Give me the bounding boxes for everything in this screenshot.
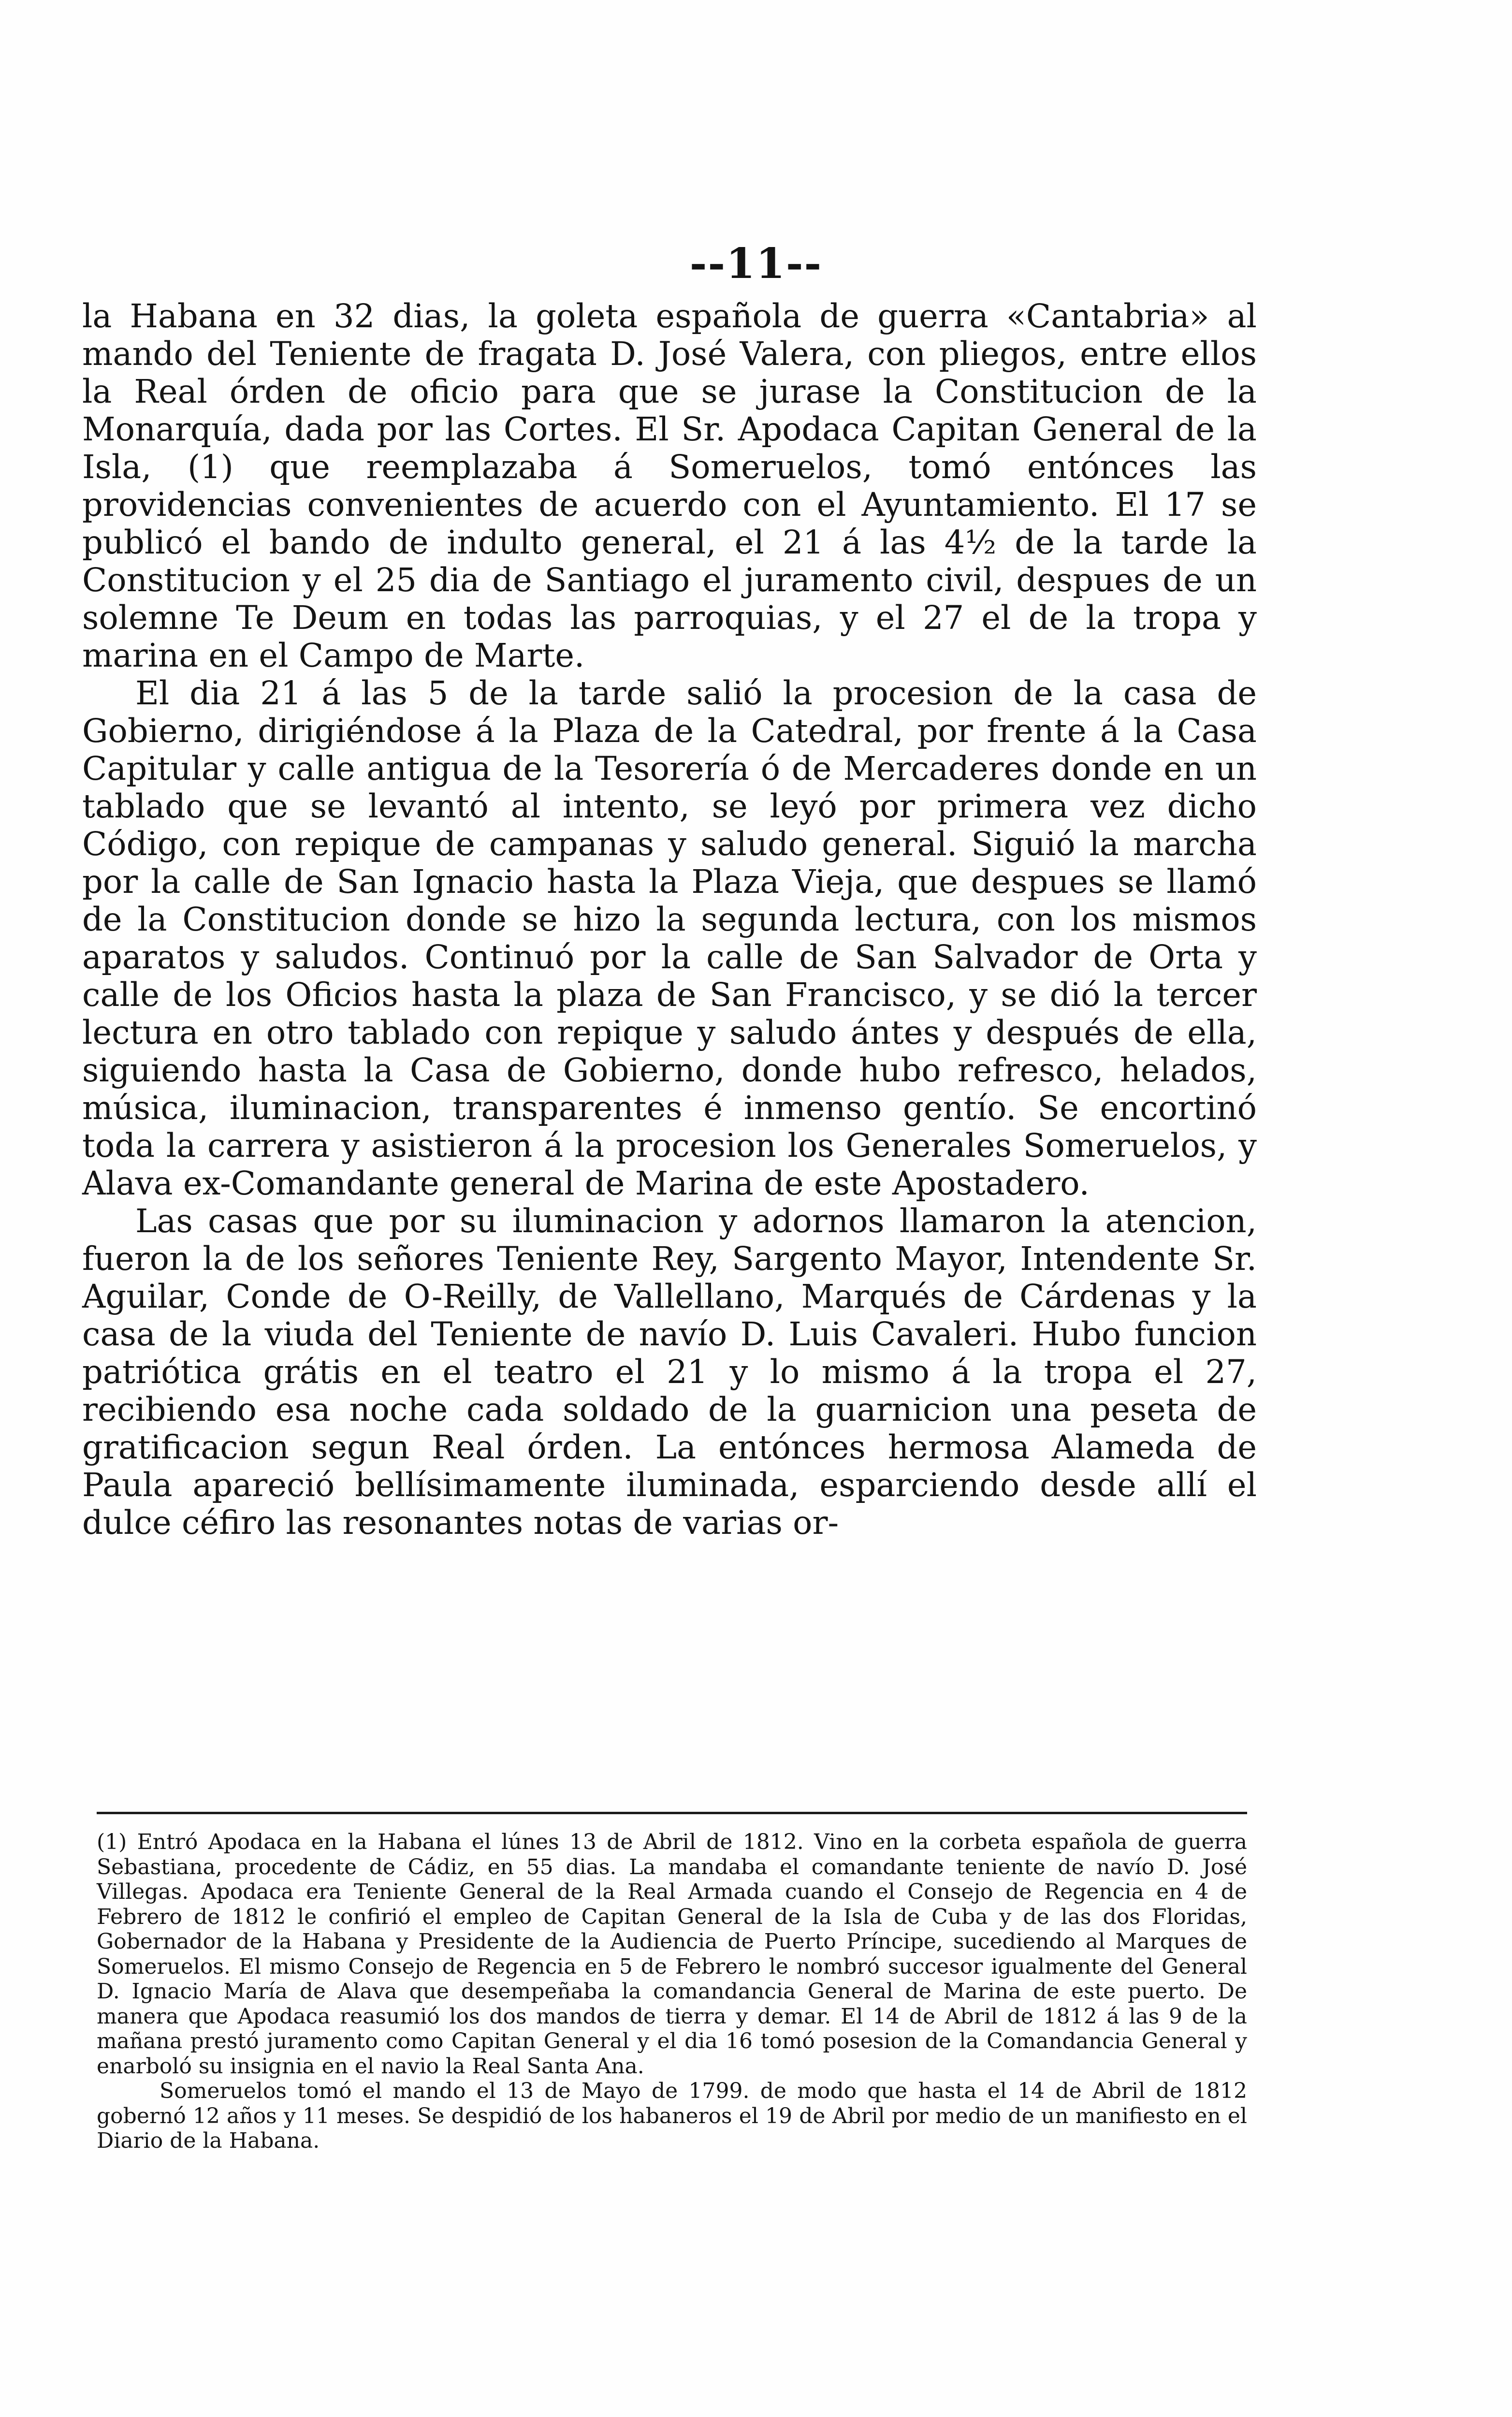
footnote-1: (1) Entró Apodaca en la Habana el lúnes 13 de Abril de 1812. Vino en la corbeta española de guerra Sebastiana, procedente de Cádiz, en 55 dias. La mandaba el comandante teniente de navío D. José Villegas. Apodaca era Teniente General de la Real Armada cuando el Consejo de Regencia en 4 de Febrero de 1812 le confirió el empleo de Capitan General de la Isla de Cuba y de las dos Floridas, Gobernador de la Habana y Presidente de la Audiencia de Puerto Príncipe, sucediendo al Marques de Someruelos. El mismo Consejo de Regencia en 5 de Febrero le nombró succesor igualmente del General D. Ignacio María de Alava que desempeñaba la comandancia General de Marina de este puerto. De manera que Apodaca reasumió los dos mandos de tierra y demar. El 14 de Abril de 1812 á las 9 de la mañana prestó juramento como Capitan General y el dia 16 tomó posesion de la Comandancia General y enarboló su insignia en el navio la Real Santa Ana. [97, 1830, 1247, 2079]
body-text [82, 297, 1257, 1542]
footnote-divider [97, 1812, 1247, 1814]
footnotes [97, 1830, 1247, 2154]
footnote-1-continued: Someruelos tomó el mando el 13 de Mayo de 1799. de modo que hasta el 14 de Abril de 1812 gobernó 12 años y 11 meses. Se despidió de los habaneros el 19 de Abril por medio de un manifiesto en el Diario de la Habana. [97, 2079, 1247, 2153]
body-paragraph-3: Las casas que por su iluminacion y adornos llamaron la atencion, fueron la de los señores Teniente Rey, Sargento Mayor, Intendente Sr. Aguilar, Conde de O-Reilly, de Vallellano, Marqués de Cárdenas y la casa de la viuda del Teniente de navío D. Luis Cavaleri. Hubo funcion patriótica grátis en el teatro el 21 y lo mismo á la tropa el 27, recibiendo esa noche cada soldado de la guarnicion una peseta de gratificacion segun Real órden. La entónces hermosa Alameda de Paula apareció bellísimamente iluminada, esparciendo desde allí el dulce céfiro las resonantes notas de varias or- [82, 1202, 1257, 1542]
page-number: --11-- [689, 239, 823, 288]
body-paragraph-1: la Habana en 32 dias, la goleta española de guerra «Cantabria» al mando del Teniente de fragata D. José Valera, con pliegos, entre ellos la Real órden de oficio para que se jurase la Constitucion de la Monarquía, dada por las Cortes. El Sr. Apodaca Capitan General de la Isla, (1) que reemplazaba á Someruelos, tomó entónces las providencias convenientes de acuerdo con el Ayuntamiento. El 17 se publicó el bando de indulto general, el 21 á las 4½ de la tarde la Constitucion y el 25 dia de Santiago el juramento civil, despues de un solemne Te Deum en todas las parroquias, y el 27 el de la tropa y marina en el Campo de Marte. [82, 297, 1257, 674]
body-paragraph-2: El dia 21 á las 5 de la tarde salió la procesion de la casa de Gobierno, dirigiéndose á la Plaza de la Catedral, por frente á la Casa Capitular y calle antigua de la Tesorería ó de Mercaderes donde en un tablado que se levantó al intento, se leyó por primera vez dicho Código, con repique de campanas y saludo general. Siguió la marcha por la calle de San Ignacio hasta la Plaza Vieja, que despues se llamó de la Constitucion donde se hizo la segunda lectura, con los mismos aparatos y saludos. Continuó por la calle de San Salvador de Orta y calle de los Oficios hasta la plaza de San Francisco, y se dió la tercer lectura en otro tablado con repique y saludo ántes y después de ella, siguiendo hasta la Casa de Gobierno, donde hubo refresco, helados, música, iluminacion, transparentes é inmenso gentío. Se encortinó toda la carrera y asistieron á la procesion los Generales Someruelos, y Alava ex-Comandante general de Marina de este Apostadero. [82, 674, 1257, 1202]
